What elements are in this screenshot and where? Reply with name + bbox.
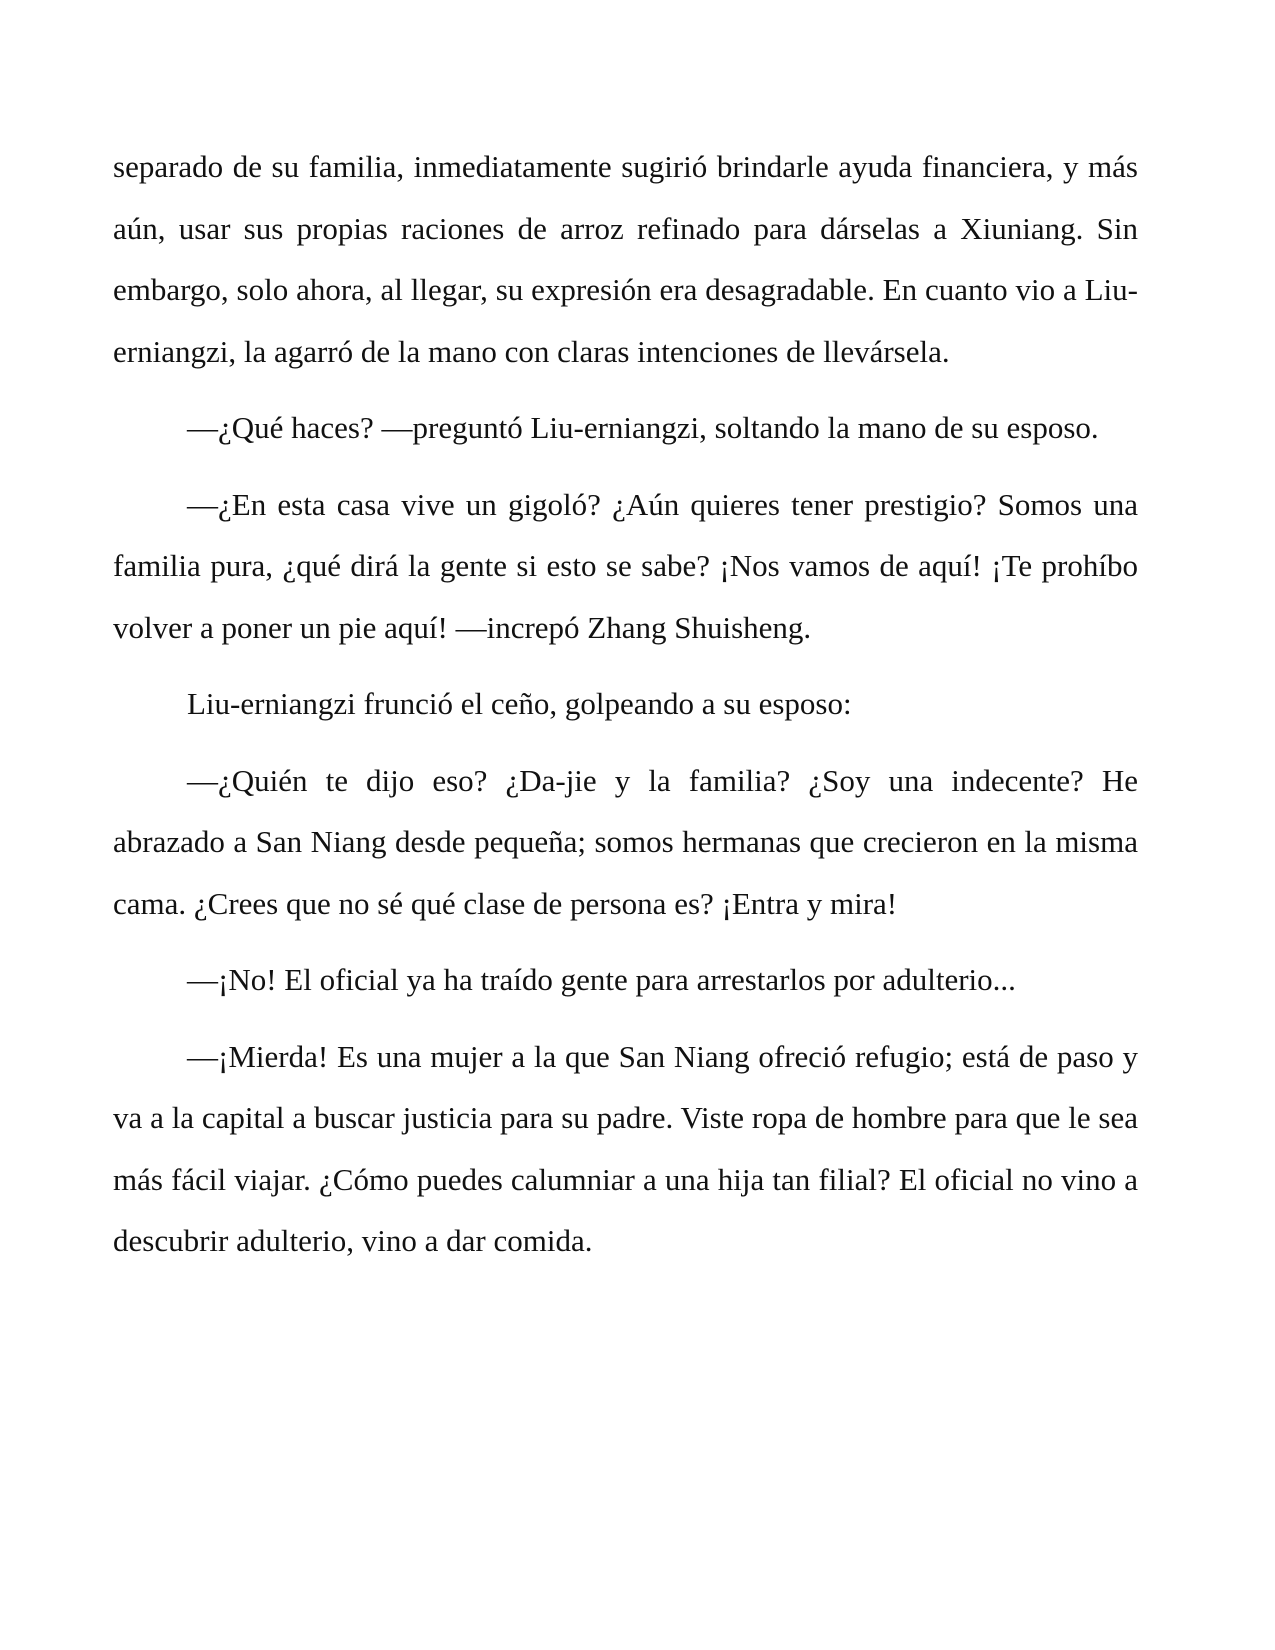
paragraph-5: —¿Quién te dijo eso? ¿Da-jie y la familia? ¿Soy una indecente? He abrazado a San Niang desde pequeña; somos hermanas que crecieron en la misma cama. ¿Crees que no sé qué clase de persona es? ¡Entra y mira! xyxy=(113,762,1138,921)
paragraph-4: Liu-erniangzi frunció el ceño, golpeando a su esposo: xyxy=(187,686,852,721)
paragraph-3: —¿En esta casa vive un gigoló? ¿Aún quieres tener prestigio? Somos una familia pura, ¿qué dirá la gente si esto se sabe? ¡Nos vamos de aquí! ¡Te prohíbo volver a poner un pie aquí! —increpó Zhang Shuisheng. xyxy=(113,486,1138,645)
paragraph-2: —¿Qué haces? —preguntó Liu-erniangzi, soltando la mano de su esposo. xyxy=(187,410,1099,445)
document-page xyxy=(113,136,1138,1287)
paragraph-6: —¡No! El oficial ya ha traído gente para arrestarlos por adulterio... xyxy=(187,962,1016,997)
paragraph-7: —¡Mierda! Es una mujer a la que San Niang ofreció refugio; está de paso y va a la capital a buscar justicia para su padre. Viste ropa de hombre para que le sea más fácil viajar. ¿Cómo puedes calumniar a una hija tan filial? El oficial no vino a descubrir adulterio, vino a dar comida. xyxy=(113,1038,1138,1258)
paragraph-1: separado de su familia, inmediatamente sugirió brindarle ayuda financiera, y más aún, usar sus propias raciones de arroz refinado para dárselas a Xiuniang. Sin embargo, solo ahora, al llegar, su expresión era desagradable. En cuanto vio a Liu-erniangzi, la agarró de la mano con claras intenciones de llevársela. xyxy=(113,149,1138,369)
